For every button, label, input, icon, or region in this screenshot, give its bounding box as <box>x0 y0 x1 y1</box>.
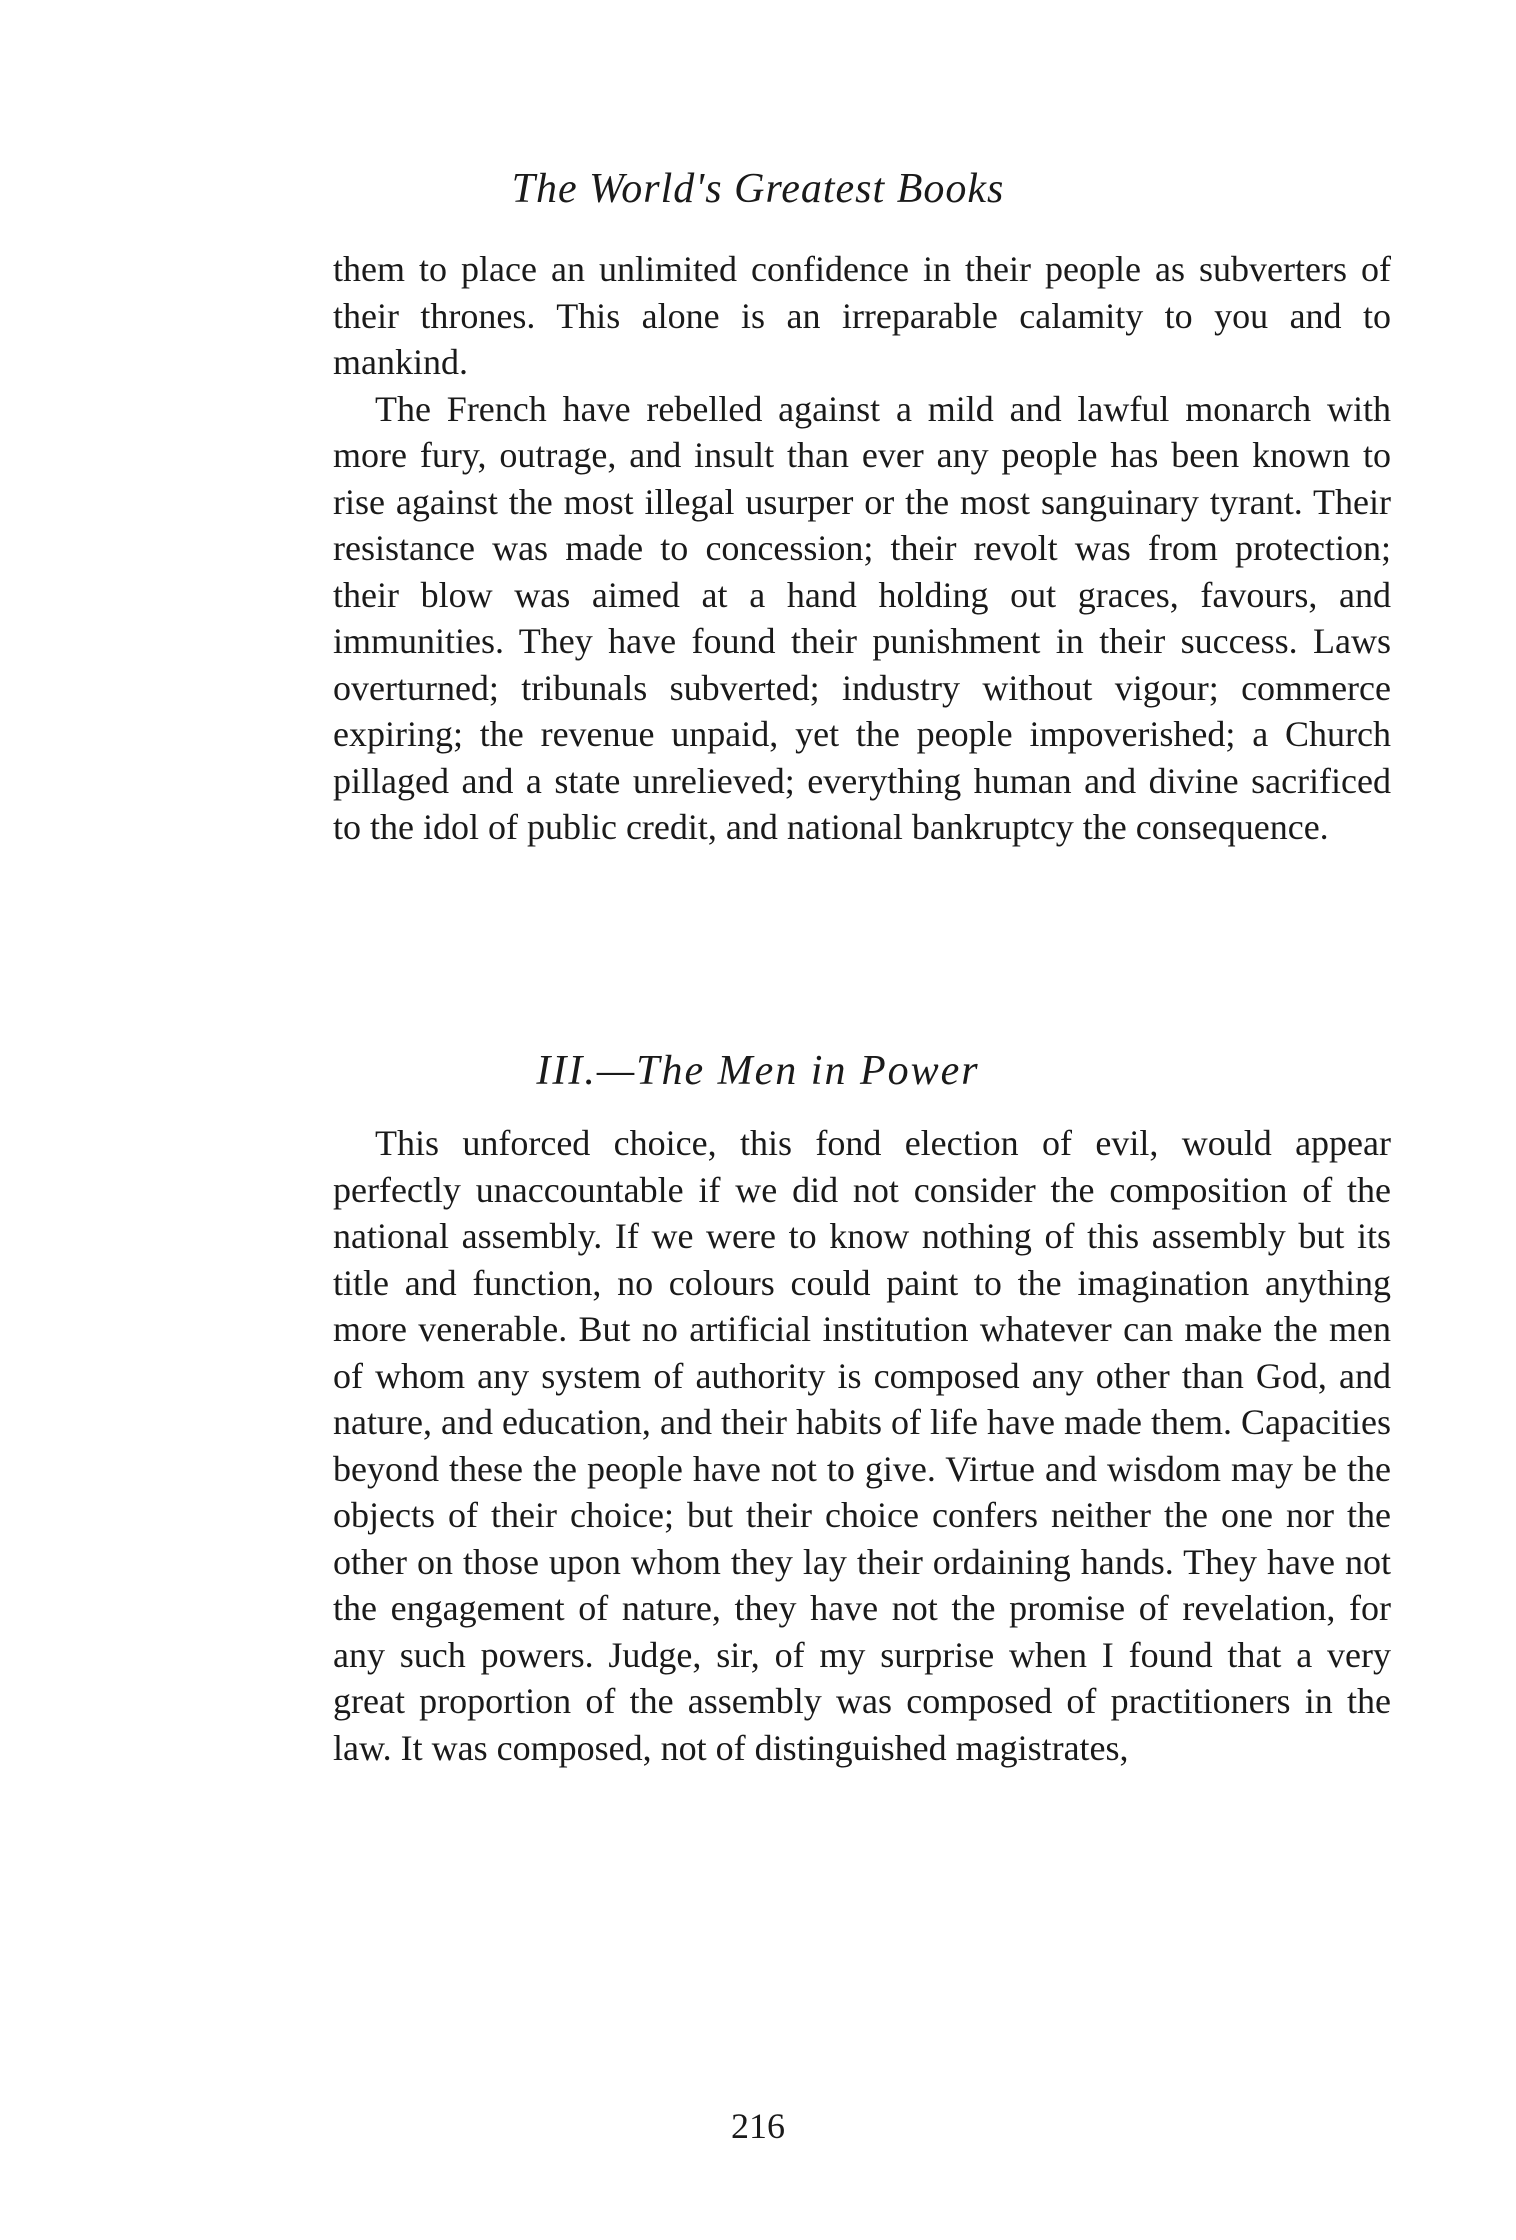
paragraph: The French have rebelled against a mild and lawful monarch with more fury, outrage, and insult than ever any people has been known to rise against the most illegal usurper or the most sanguinary tyrant. Their resistance was made to concession; their revolt was from protection; their blow was aimed at a hand holding out graces, favours, and immunities. They have found their punishment in their success. Laws overturned; tribunals subverted; industry without vigour; commerce expiring; the revenue unpaid, yet the people impoverished; a Church pillaged and a state unrelieved; everything human and divine sacrificed to the idol of public credit, and national bankruptcy the consequence. <box>333 388 1391 847</box>
paragraph: them to place an unlimited confidence in their people as subverters of their thrones. This alone is an irreparable calamity to you and to mankind. <box>333 249 1391 382</box>
text-block-before-heading <box>333 246 1391 851</box>
paragraph: This unforced choice, this fond election of evil, would appear perfectly unaccountable if we did not consider the composition of the national assembly. If we were to know nothing of this assembly but its title and function, no colours could paint to the imagination anything more venerable. But no artificial institution whatever can make the men of whom any system of authority is composed any other than God, and nature, and education, and their habits of life have made them. Capacities beyond these the people have not to give. Virtue and wisdom may be the objects of their choice; but their choice confers neither the one nor the other on those upon whom they lay their ordaining hands. They have not the engagement of nature, they have not the promise of revelation, for any such powers. Judge, sir, of my surprise when I found that a very great proportion of the assembly was composed of practitioners in the law. It was composed, not of distinguished magistrates, <box>333 1123 1391 1768</box>
text-block-after-heading <box>333 1120 1391 1771</box>
section-heading: III.—The Men in Power <box>536 1048 980 1094</box>
running-head: The World's Greatest Books <box>511 166 1005 212</box>
page-number: 216 <box>731 2106 785 2146</box>
